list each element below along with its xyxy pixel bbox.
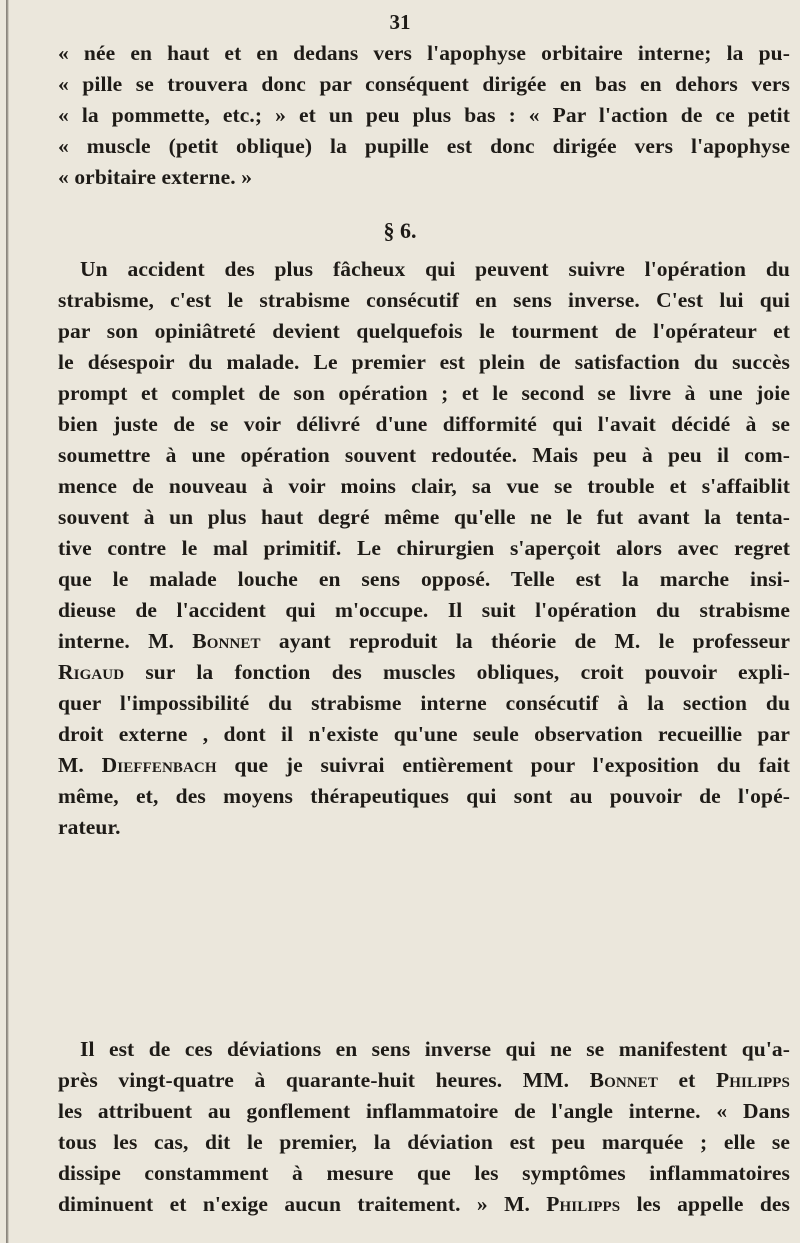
text-line: Il est de ces déviations en sens inverse qui ne se manifestent qu'a- <box>80 1037 790 1061</box>
text-line: que le malade louche en sens opposé. Telle est la marche insi- <box>58 567 790 591</box>
paragraph-strabisme-accident <box>58 254 790 843</box>
text-line: le désespoir du malade. Le premier est plein de satisfaction du succès <box>58 350 790 374</box>
text-line: près vingt-quatre à quarante-huit heures. MM. Bonnet et Philipps <box>58 1068 790 1092</box>
text-line: même, et, des moyens thérapeutiques qui sont au pouvoir de l'opé- <box>58 784 790 808</box>
text-line: « orbitaire externe. » <box>58 165 253 189</box>
text-line: diminuent et n'exige aucun traitement. » M. Philipps les appelle des <box>58 1192 791 1216</box>
text-line: M. Dieffenbach que je suivrai entièrement pour l'exposition du fait <box>58 753 791 777</box>
text-line: souvent à un plus haut degré même qu'elle ne le fut avant la tenta- <box>58 505 790 529</box>
author-name: Rigaud <box>58 660 125 684</box>
author-name: Philipps <box>546 1192 621 1216</box>
text-line: soumettre à une opération souvent redoutée. Mais peu à peu il com- <box>58 443 790 467</box>
text-line: Rigaud sur la fonction des muscles obliques, croit pouvoir expli- <box>58 660 790 684</box>
text-line: bien juste de se voir délivré d'une difformité qui l'avait décidé à se <box>58 412 790 436</box>
text-line: tous les cas, dit le premier, la déviation est peu marquée ; elle se <box>58 1130 790 1154</box>
text-line: rateur. <box>58 815 121 839</box>
author-name: Dieffenbach <box>101 753 217 777</box>
text-line: « pille se trouvera donc par conséquent dirigée en bas en dehors vers <box>58 72 790 96</box>
text-line: strabisme, c'est le strabisme consécutif en sens inverse. C'est lui qui <box>58 288 790 312</box>
text-line: prompt et complet de son opération ; et le second se livre à une joie <box>58 381 790 405</box>
text-line: droit externe , dont il n'existe qu'une seule observation recueillie par <box>58 722 790 746</box>
text-line: dissipe constamment à mesure que les symptômes inflammatoires <box>58 1161 790 1185</box>
text-line: quer l'impossibilité du strabisme interne consécutif à la section du <box>58 691 790 715</box>
text-line: les attribuent au gonflement inflammatoire de l'angle interne. « Dans <box>58 1099 790 1123</box>
text-line: « née en haut et en dedans vers l'apophyse orbitaire interne; la pu- <box>58 41 790 65</box>
text-line: Un accident des plus fâcheux qui peuvent suivre l'opération du <box>80 257 790 281</box>
text-line: par son opiniâtreté devient quelquefois le tourment de l'opérateur et <box>58 319 790 343</box>
quoted-passage <box>58 38 790 193</box>
text-line: « muscle (petit oblique) la pupille est donc dirigée vers l'apophyse <box>58 134 790 158</box>
text-line: « la pommette, etc.; » et un peu plus bas : « Par l'action de ce petit <box>58 103 790 127</box>
author-name: Bonnet <box>589 1068 658 1092</box>
author-name: Bonnet <box>192 629 261 653</box>
paragraph-deviations <box>58 1034 790 1220</box>
binding-edge <box>6 0 9 1243</box>
text-line: dieuse de l'accident qui m'occupe. Il suit l'opération du strabisme <box>58 598 790 622</box>
author-name: Philipps <box>716 1068 790 1092</box>
text-line: tive contre le mal primitif. Le chirurgien s'aperçoit alors avec regret <box>58 536 790 560</box>
text-line: interne. M. Bonnet ayant reproduit la théorie de M. le professeur <box>58 629 790 653</box>
section-heading: § 6. <box>383 218 417 243</box>
page-number: 31 <box>389 10 411 34</box>
text-line: mence de nouveau à voir moins clair, sa vue se trouble et s'affaiblit <box>58 474 790 498</box>
